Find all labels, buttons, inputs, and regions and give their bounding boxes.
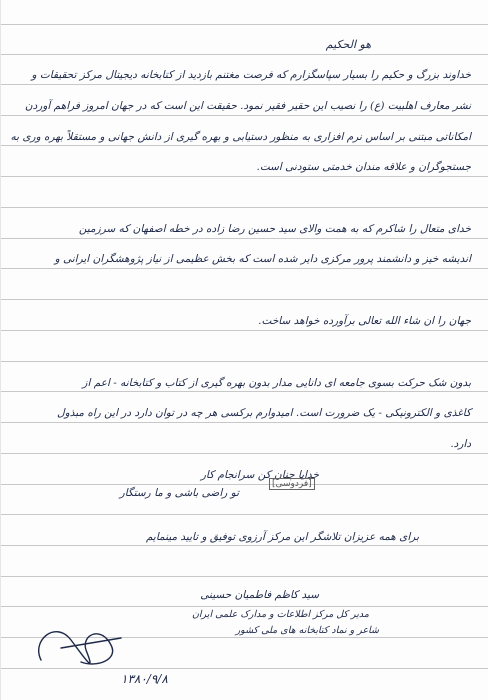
letter-line: دارد. [450,438,471,450]
signature-name: سید کاظم فاطمیان حسینی [200,589,319,601]
letter-line: امکاناتی مبتنی بر اساس نرم افزاری به منظور دستیابی و بهره گیری از دانش جهانی و مستقلاً بهره وری به [10,131,471,143]
signature-title: مدیر کل مرکز اطلاعات و مدارک علمی ایران [191,609,369,620]
letter-line: نشر معارف اهلبیت (ع) را نصیب این حقیر فقیر نمود. حقیقت این است که در جهان امروز فراهم آوردن [24,100,471,112]
signature-scribble [1,0,488,700]
signature-title: شاعر و نماد کتابخانه های ملی کشور [235,625,379,636]
letter-line: خدای متعال را شاکرم که به همت والای سید حسین رضا زاده در خطه اصفهان که سرزمین [78,223,471,235]
letter-line: کاغذی و الکترونیکی - یک ضرورت است. امیدوارم برکسی هر چه در توان دارد در این راه مبذول [57,407,471,419]
letter-line: جستجوگران و علاقه مندان خدمتی ستودنی است. [256,161,471,173]
date-line: ۱۳۸۰/۹/۸ [121,672,168,686]
wish-line: برای همه عزیزان تلاشگر این مرکز آرزوی توفیق و تایید مینمایم [145,531,419,543]
pencil-note: [فردوسی] [269,478,315,490]
closing-verse-left: تو راضی باشی و ما رستگار [119,487,239,499]
letter-line: اندیشه خیز و دانشمند پرور مرکزی دایر شده است که بخش عظیمی از نیاز پژوهشگران ایرانی و [54,253,471,265]
closing-verse-right: خدایا چنان کن سرانجام کار [200,469,319,481]
letter-line: بدون شک حرکت بسوی جامعه ای دانایی مدار بدون بهره گیری از کتاب و کتابخانه - اعم از [82,377,471,389]
letter-line: جهان را ان شاء الله تعالی برآورده خواهد ساخت. [258,315,471,327]
letter-line: خداوند بزرگ و حکیم را بسیار سپاسگزارم که فرصت مغتنم بازدید از کتابخانه دیجیتال مرکز تحقیقات و [31,69,471,81]
letter-heading: هو الحکیم [325,38,371,51]
